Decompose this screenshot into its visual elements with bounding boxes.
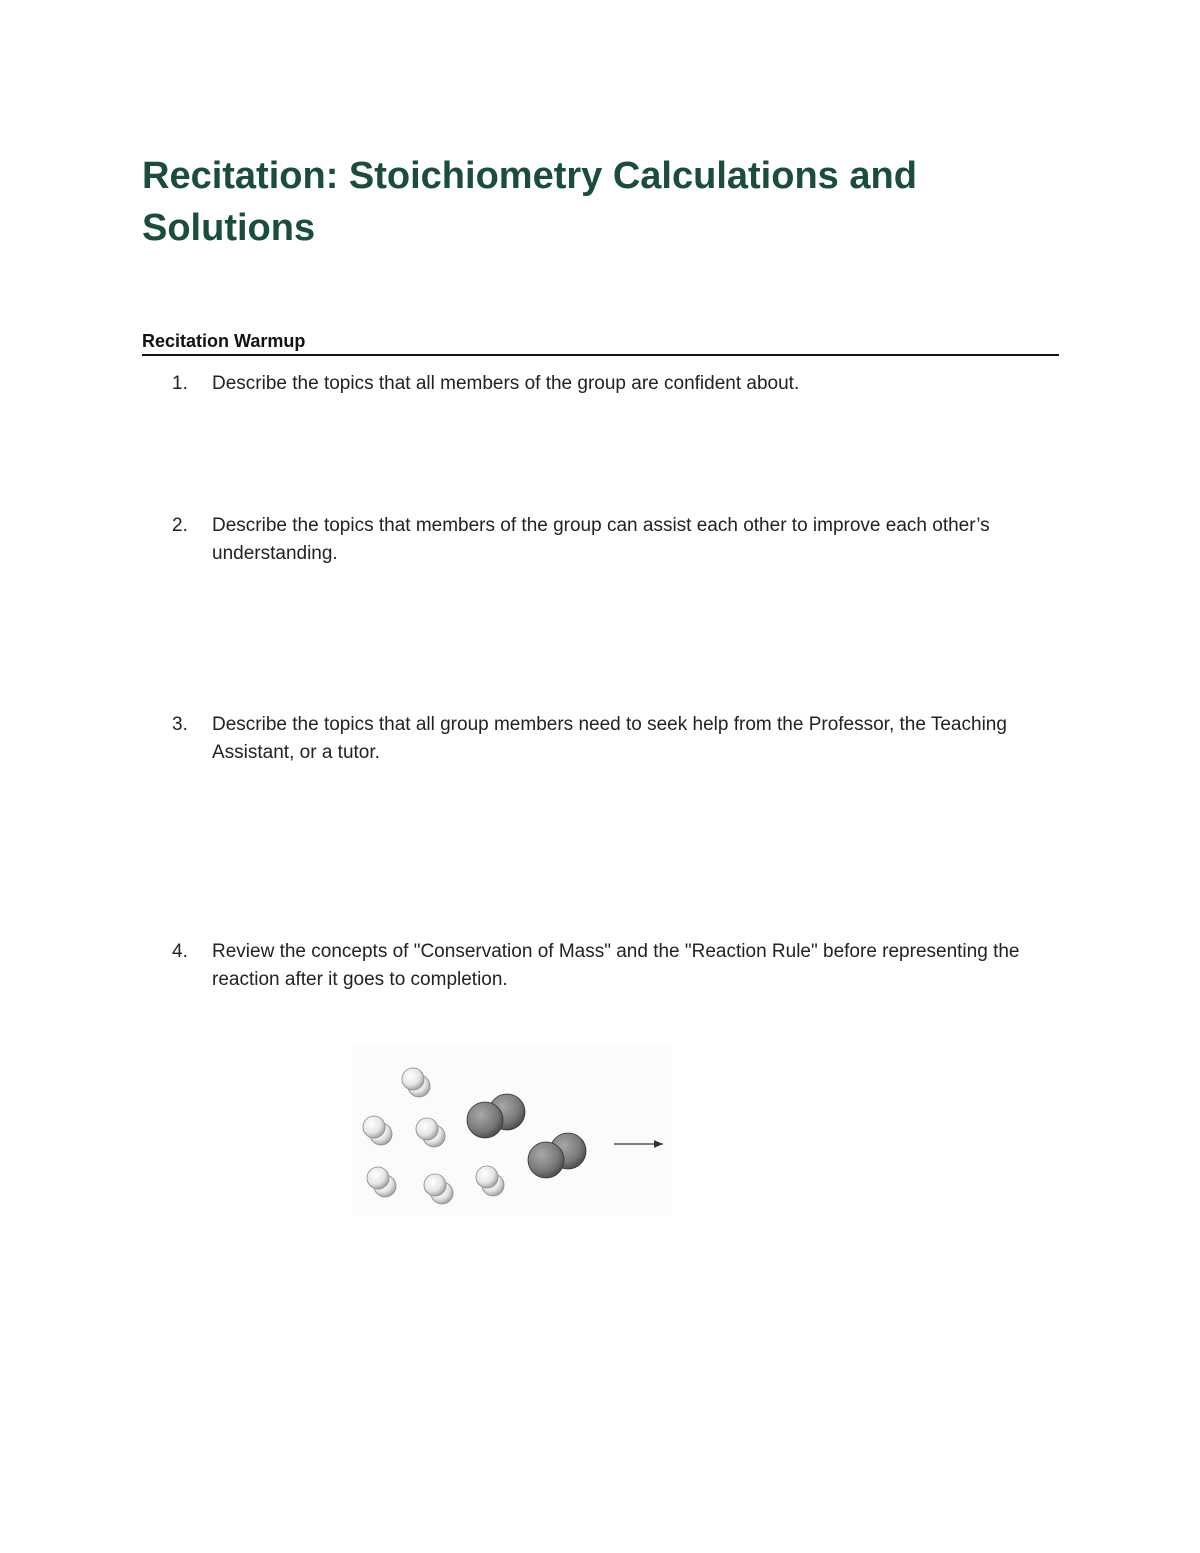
- question-1: [172, 370, 1032, 398]
- light-molecule: [402, 1068, 430, 1097]
- light-molecule: [363, 1116, 392, 1145]
- question-number: 1.: [172, 373, 188, 394]
- question-2: [172, 512, 1032, 568]
- reaction-diagram: [352, 1045, 672, 1215]
- page-title: Recitation: Stoichiometry Calculations and Solutions: [142, 155, 917, 249]
- question-number: 2.: [172, 515, 188, 536]
- light-molecule: [424, 1174, 453, 1204]
- light-molecule: [416, 1118, 445, 1147]
- question-number: 4.: [172, 941, 188, 962]
- question-4: [172, 938, 1032, 994]
- question-text: Describe the topics that all group members need to seek help from the Professor, the Teaching Assistant, or a tutor.: [212, 714, 1007, 763]
- dark-molecule: [467, 1094, 525, 1138]
- light-molecule: [476, 1166, 504, 1196]
- question-text: Review the concepts of "Conservation of Mass" and the "Reaction Rule" before representing the reaction after it goes to completion.: [212, 941, 1020, 990]
- question-number: 3.: [172, 714, 188, 735]
- question-text: Describe the topics that all members of the group are confident about.: [212, 373, 800, 394]
- question-3: [172, 711, 1032, 767]
- dark-molecule: [528, 1133, 586, 1178]
- light-molecule: [367, 1167, 396, 1197]
- reaction-figure: [352, 1045, 672, 1215]
- section-heading: Recitation Warmup: [142, 330, 1059, 356]
- question-text: Describe the topics that members of the group can assist each other to improve each other’s understanding.: [212, 515, 990, 564]
